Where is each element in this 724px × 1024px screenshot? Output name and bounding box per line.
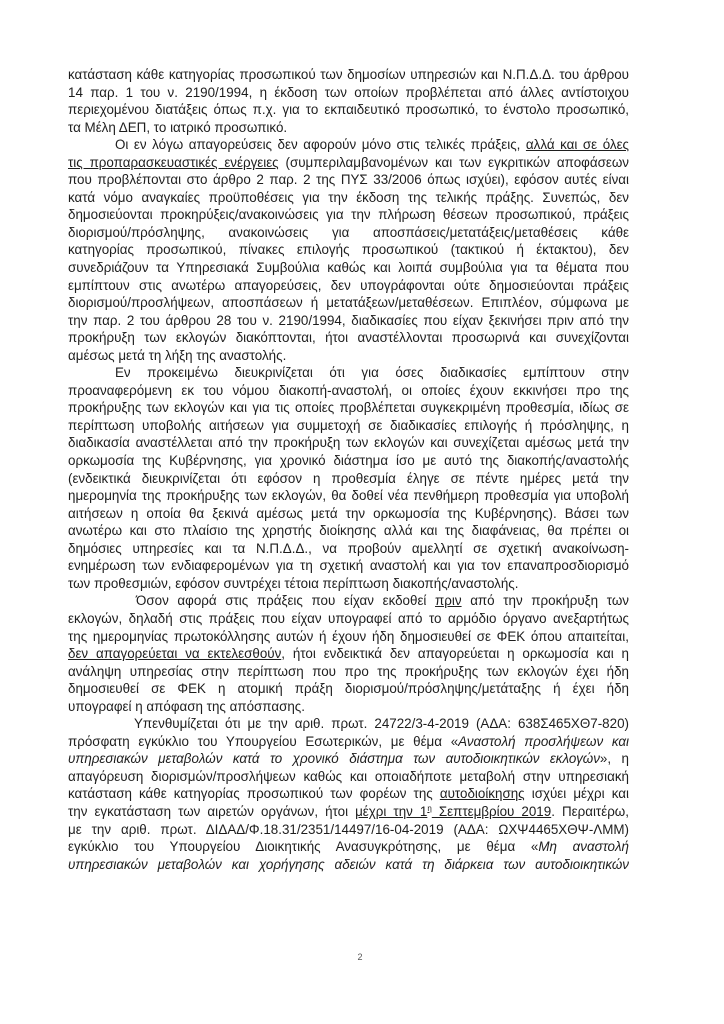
text-line xyxy=(68,206,629,224)
text-line xyxy=(68,803,629,821)
italic-text: Μη αναστολή xyxy=(538,839,629,855)
text-segment: (ενδεικτικά διευκρινίζεται ότι εφόσον η προθεσμία έληγε σε πέντε ημέρες μετά την xyxy=(68,470,629,486)
text-segment: ορκωμοσία της Κυβέρνησης, για χρονικό διάστημα ίσο με αυτό της διακοπής/αναστολής xyxy=(68,453,629,469)
underlined-text: δεν απαγορεύεται να εκτελεσθούν xyxy=(68,646,282,662)
text-line xyxy=(68,329,629,347)
text-line xyxy=(68,768,629,786)
text-segment: ανωτέρω και στο πλαίσιο της χρηστής διοίκησης αλλά και της διαφάνειας, θα πρέπει οι xyxy=(68,523,629,539)
text-segment: ανάληψη υπηρεσίας στην περίπτωση που προ της προκήρυξης των εκλογών έχει ήδη xyxy=(68,663,629,679)
text-line xyxy=(68,610,629,628)
text-segment: εκλογών, δηλαδή στις πράξεις που είχαν υπογραφεί από το αρμόδιο όργανο ανεξαρτήτως xyxy=(68,610,629,626)
text-segment: διορισμού/πρόσληψης, ανακοινώσεις για αποσπάσεις/μετατάξεις/μεταθέσεις κάθε xyxy=(68,224,629,240)
text-line xyxy=(68,347,629,365)
text-line xyxy=(68,399,629,417)
text-segment: διαδικασία αναστέλλεται από την προκήρυξη των εκλογών και συνεχίζεται αμέσως μετά την xyxy=(68,435,629,451)
text-segment: », η xyxy=(599,751,629,767)
text-line xyxy=(68,294,629,312)
text-line xyxy=(68,364,629,382)
text-line xyxy=(68,663,629,681)
text-segment: προαναφερόμενη εκ του νόμου διακοπή-αναστολή, οι οποίες έχουν εκκινήσει προ της xyxy=(68,382,629,398)
text-line xyxy=(68,119,629,137)
text-segment: , ήτοι ενδεικτικά δεν απαγορεύεται η ορκωμοσία και η xyxy=(281,646,629,662)
text-segment: 14 παρ. 1 του ν. 2190/1994, η έκδοση των οποίων προβλέπεται από άλλες αντίστοιχου xyxy=(68,84,629,100)
text-segment: δημόσιες υπηρεσίες και τα Ν.Π.Δ.Δ., να προβούν αμελλητί σε σχετική ανακοίνωση- xyxy=(68,540,629,556)
text-segment: Εν προκειμένω διευκρινίζεται ότι για όσες διαδικασίες εμπίπτουν στην xyxy=(115,365,629,381)
text-line xyxy=(68,522,629,540)
text-segment: εγκύκλιο του Υπουργείου Διοικητικής Ανασυγκρότησης, με θέμα « xyxy=(68,839,539,855)
text-segment: την παρ. 2 του άρθρου 28 του ν. 2190/1994, διαδικασίες που είχαν ξεκινήσει πριν από την xyxy=(68,312,629,328)
text-segment: την εγκατάσταση των αιρετών οργάνων, ήτοι xyxy=(68,803,356,819)
text-line xyxy=(68,557,629,575)
text-line xyxy=(68,750,629,768)
text-segment: τα Μέλη ΔΕΠ, το ιατρικό προσωπικό. xyxy=(68,119,288,135)
text-segment: ενημέρωση των ενδιαφερομένων για τη σχετική αναστολή και για τον επαναπροσδιορισμό xyxy=(68,558,629,574)
text-segment: εμπίπτουν στις ανωτέρω απαγορεύσεις, δεν υπογράφονται ούτε δημοσιεύονται πράξεις xyxy=(68,277,629,293)
text-segment: Υπενθυμίζεται ότι με την αριθ. πρωτ. 24722/3-4-2019 (ΑΔΑ: 638Σ465ΧΘ7-820) xyxy=(134,716,629,732)
underlined-text: αυτοδιοίκησης xyxy=(439,786,525,802)
text-line xyxy=(68,838,629,856)
text-line xyxy=(68,224,629,242)
text-segment: δημοσιεύονται προκηρύξεις/ανακοινώσεις για την πλήρωση θέσεων προσωπικού, πράξεις xyxy=(68,207,629,223)
text-segment: δημοσιευθεί σε ΦΕΚ η ατομική πράξη διορισμού/πρόσληψης/μετάταξης ή έχει ήδη xyxy=(68,681,629,697)
italic-text: υπηρεσιακών μεταβολών και χορήγησης αδειών κατά τη διάρκεια των αυτοδιοικητικών xyxy=(68,856,629,872)
text-line xyxy=(68,417,629,435)
text-line xyxy=(68,101,629,119)
underlined-text: η xyxy=(427,803,432,813)
text-segment: συνεδριάζουν τα Υπηρεσιακά Συμβούλια καθώς και λοιπά συμβούλια για τα θέματα που xyxy=(68,260,629,276)
text-segment: με την αριθ. πρωτ. ΔΙΔΑΔ/Φ.18.31/2351/14497/16-04-2019 (ΑΔΑ: ΩΧΨ4465ΧΘΨ-ΛΜΜ) xyxy=(68,821,629,837)
text-line xyxy=(68,733,629,751)
text-segment: κατά νόμο αναγκαίες προϋποθέσεις για την έκδοση της τελικής πράξης. Συνεπώς, δεν xyxy=(68,189,629,205)
text-line xyxy=(68,84,629,102)
text-line xyxy=(68,66,629,84)
text-line xyxy=(68,154,629,172)
page-number: 2 xyxy=(357,952,363,962)
text-segment: αμέσως μετά τη λήξη της αναστολής. xyxy=(68,347,287,363)
document-body xyxy=(68,66,629,873)
text-segment: προκήρυξη των εκλογών διακόπτονται, ήτοι αναστέλλονται προσωρινά και συνεχίζονται xyxy=(68,330,629,346)
text-line xyxy=(68,487,629,505)
text-line xyxy=(68,540,629,558)
text-line xyxy=(68,452,629,470)
text-segment: πρόσφατη εγκύκλιο του Υπουργείου Εσωτερικών, με θέμα « xyxy=(68,733,459,749)
underlined-text: Σεπτεμβρίου 2019 xyxy=(431,803,552,819)
text-line xyxy=(68,645,629,663)
text-line xyxy=(68,821,629,839)
text-segment: ημερομηνία της προκήρυξης των εκλογών, θα δοθεί νέα πενθήμερη προθεσμία για υποβολή xyxy=(68,488,629,504)
text-segment: της ημερομηνίας πρωτοκόλλησης αυτών ή έχουν ήδη δημοσιευθεί σε ΦΕΚ όπου απαιτείται, xyxy=(68,628,629,644)
text-segment: διορισμού/προσλήψεων, αποσπάσεων ή μετατάξεων/μεταθέσεων. Επιπλέον, σύμφωνα με xyxy=(68,295,629,311)
text-segment: προκήρυξης των εκλογών και για τις οποίες προβλέπεται συγκεκριμένη προθεσμία, ιδίως σε xyxy=(68,400,629,416)
text-line xyxy=(68,259,629,277)
text-line xyxy=(68,785,629,803)
text-line xyxy=(68,680,629,698)
text-segment: περιεχομένου διατάξεις όπως π.χ. για το εκπαιδευτικό προσωπικό, το ένστολο προσωπικό, xyxy=(68,102,629,118)
text-line xyxy=(68,189,629,207)
text-segment: από την προκήρυξη των xyxy=(461,593,630,609)
text-segment: . Περαιτέρω, xyxy=(551,803,629,819)
text-segment: ισχύει μέχρι και xyxy=(524,786,629,802)
text-line xyxy=(68,505,629,523)
text-segment: κατάσταση κάθε κατηγορίας προσωπικού των δημοσίων υπηρεσιών και Ν.Π.Δ.Δ. του άρθρου xyxy=(68,67,629,82)
text-line xyxy=(68,382,629,400)
text-line xyxy=(68,277,629,295)
text-segment: Οι εν λόγω απαγορεύσεις δεν αφορούν μόνο στις τελικές πράξεις, xyxy=(115,137,526,153)
underlined-text: μέχρι την 1 xyxy=(355,803,428,819)
italic-text: υπηρεσιακών μεταβολών κατά το χρονικό διάστημα των αυτοδιοικητικών εκλογών xyxy=(68,751,600,767)
text-line xyxy=(68,856,629,874)
text-line xyxy=(68,136,629,154)
text-segment: απαγόρευση διορισμών/προσλήψεων καθώς και οποιαδήποτε μεταβολή στην υπηρεσιακή xyxy=(68,768,629,784)
italic-text: Αναστολή προσλήψεων και xyxy=(458,733,629,749)
text-line xyxy=(68,312,629,330)
text-line xyxy=(68,575,629,593)
text-line xyxy=(68,628,629,646)
text-line xyxy=(68,171,629,189)
underlined-text: αλλά και σε όλες xyxy=(525,137,630,153)
text-segment: υπογραφεί η απόφαση της απόσπασης. xyxy=(68,698,305,714)
text-segment: (συμπεριλαμβανομένων και των εγκριτικών αποφάσεων xyxy=(278,154,629,170)
text-line xyxy=(68,592,629,610)
text-line xyxy=(68,698,629,716)
text-segment: κατάσταση κάθε κατηγορίας προσωπικού των φορέων της xyxy=(68,786,440,802)
text-segment: Όσον αφορά στις πράξεις που είχαν εκδοθεί xyxy=(136,593,436,609)
text-segment: των προθεσμιών, εφόσον συντρέχει τέτοια περίπτωση διακοπής/αναστολής. xyxy=(68,575,519,591)
text-line xyxy=(68,241,629,259)
text-segment: κατηγορίας προσωπικού, πίνακες επιλογής προσωπικού (τακτικού ή έκτακτου), δεν xyxy=(68,242,629,258)
text-line xyxy=(68,715,629,733)
text-line xyxy=(68,470,629,488)
text-segment: αιτήσεων η οποία θα ξεκινά αμέσως μετά την ορκωμοσία της Κυβέρνησης). Βάσει των xyxy=(68,505,629,521)
text-segment: περίπτωση υποβολής αιτήσεων για συμμετοχή σε διαδικασίες επιλογής ή πρόσληψης, η xyxy=(68,417,629,433)
text-line xyxy=(68,434,629,452)
underlined-text: πριν xyxy=(435,593,462,609)
underlined-text: τις προπαρασκευαστικές ενέργειες xyxy=(68,154,279,170)
text-segment: που προβλέπονται στο άρθρο 2 παρ. 2 της ΠΥΣ 33/2006 όπως ισχύει), εφόσον αυτές είναι xyxy=(68,172,629,188)
